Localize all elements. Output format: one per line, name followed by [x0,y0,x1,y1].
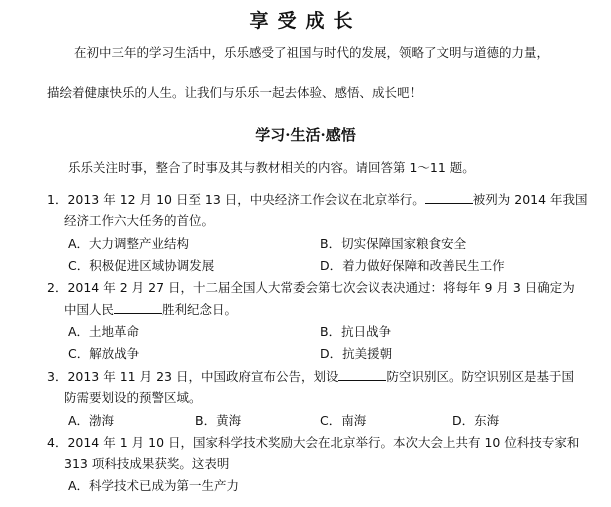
question-1-option-c: C．积极促进区域协调发展 [68,258,215,273]
question-1-text-a: 1．2013 年 12 月 10 日至 13 日，中央经济工作会议在北京举行。 [47,192,425,207]
question-1-line-2: 经济工作六大任务的首位。 [64,213,215,228]
question-2-line-2 [64,302,237,318]
question-4-option-a: A．科学技术已成为第一生产力 [68,478,240,493]
question-2-option-d: D．抗美援朝 [320,346,393,361]
question-3-line-2: 防需要划设的预警区域。 [64,390,202,405]
question-1-line-1 [47,192,588,208]
intro-line-1: 在初中三年的学习生活中，乐乐感受了祖国与时代的发展，领略了文明与道德的力量， [74,45,550,60]
question-1-option-d: D．着力做好保障和改善民生工作 [320,258,505,273]
question-3-line-1 [47,369,574,385]
question-1-option-b: B．切实保障国家粮食安全 [320,236,467,251]
intro-line-2: 描绘着健康快乐的人生。让我们与乐乐一起去体验、感悟、成长吧！ [47,85,423,100]
question-3-option-c: C．南海 [320,413,367,428]
question-2-line-1: 2．2014 年 2 月 27 日，十二届全国人大常委会第七次会议表决通过：将每年 9 月 3 日确定为 [47,280,575,295]
question-2-option-b: B．抗日战争 [320,324,392,339]
question-1-option-a: A．大力调整产业结构 [68,236,190,251]
section-title: 学习·生活·感悟 [255,126,356,144]
question-4-line-2: 313 项科技成果获奖。这表明 [64,456,230,471]
question-3-text-b: 防空识别区。防空识别区是基于国 [386,369,574,384]
question-3-option-a: A．渤海 [68,413,115,428]
section-intro: 乐乐关注时事，整合了时事及其与教材相关的内容。请回答第 1～11 题。 [68,160,475,175]
question-2-option-a: A．土地革命 [68,324,140,339]
answer-blank [425,192,473,204]
question-3-text-a: 3．2013 年 11 月 23 日，中国政府宣布公告，划设 [47,369,339,384]
question-2-text-a: 中国人民 [64,302,115,317]
question-3-option-b: B．黄海 [195,413,242,428]
question-1-text-b: 被列为 2014 年我国 [472,192,588,207]
question-4-line-1: 4．2014 年 1 月 10 日，国家科学技术奖励大会在北京举行。本次大会上共有 10 位科技专家和 [47,435,580,450]
page-title: 享受成长 [249,10,362,32]
question-3-option-d: D．东海 [452,413,500,428]
question-2-option-c: C．解放战争 [68,346,140,361]
answer-blank [338,369,386,381]
question-2-text-b: 胜利纪念日。 [162,302,238,317]
answer-blank [114,302,162,314]
